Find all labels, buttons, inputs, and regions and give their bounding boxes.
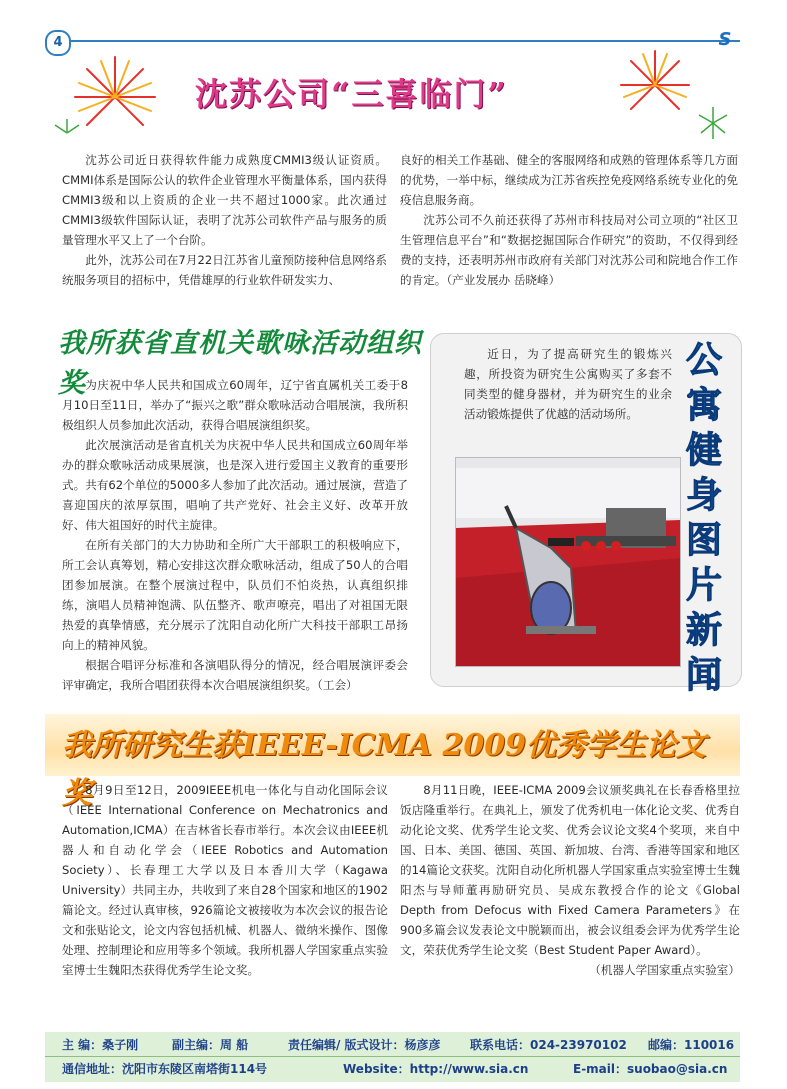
article3-source: （机器人学国家重点实验室）: [589, 963, 740, 977]
gym-photo: [455, 457, 681, 667]
footer-editor: 主 编：桑子刚: [62, 1038, 139, 1052]
sia-logo-icon: S: [718, 29, 732, 50]
footer-phone: 联系电话：024-23970102: [470, 1038, 627, 1052]
footer-deputy-editor: 副主编：周 船: [172, 1038, 249, 1052]
article2-paragraph: 在所有关部门的大力协助和全所广大干部职工的积极响应下，所工会认真筹划，精心安排这次群众歌咏活动，组成了50人的合唱团参加展演。在整个展演过程中，队员们不怕炎热，认真组织排练，演唱人员精神饱满、队伍整齐、歌声嘹亮，唱出了对祖国无限热爱的真挚情感，充分展示了沈阳自动化所广大科技干部职工昂扬向上的精神风貌。: [62, 538, 408, 652]
sidebar-title-char: 公: [685, 339, 722, 381]
footer-design: 责任编辑/ 版式设计：杨彦彦: [288, 1038, 441, 1052]
article1-paragraph: 沈苏公司不久前还获得了苏州市科技局对公司立项的“社区卫生管理信息平台”和“数据挖掘国际合作研究”的资助，不仅得到经费的支持，还表明苏州市政府有关部门对沈苏公司和院地合作工作的肯定。（产业发展办 岳晓峰）: [400, 213, 738, 287]
article2-paragraph: 根据合唱评分标准和各演唱队得分的情况，经合唱展演评委会评审确定，我所合唱团获得本次合唱展演组织奖。（工会）: [62, 658, 408, 692]
page-number: 4: [45, 30, 71, 56]
article3-paragraph: 8月11日晚，IEEE-ICMA 2009会议颁奖典礼在长春香格里拉饭店隆重举行。在典礼上，颁发了优秀机电一体化论文奖、优秀自动化论文奖、优秀学生论文奖、优秀会议论文奖4个奖项，来自中国、日本、美国、德国、英国、新加坡、台湾、香港等国家和地区的14篇论文获奖。沈阳自动化所机器人学国家重点实验室博士生魏阳杰与导师董再励研究员、吴成东教授合作的论文《Global Depth from Defocus with Fixed Camera Parameters》在900多篇会议发表论文中脱颖而出，被会议组委会评为优秀学生论文，荣获优秀学生论文奖（Best Student Paper Award）。: [400, 783, 740, 957]
article1-left-column: [62, 150, 387, 290]
sidebar-title-char: 片: [685, 564, 722, 606]
sidebar-vertical-title: [682, 338, 732, 698]
article3-paragraph: 8月9日至12日，2009IEEE机电一体化与自动化国际会议（IEEE International Conference on Mechatronics and Automation,ICMA）在吉林省长春市举行。本次会议由IEEE机器人和自动化学会（IEEE Robotics and Automation Society）、长春理工大学以及日本香川大学（Kagawa University）共同主办，共收到了来自28个国家和地区的1902篇论文。经过认真审核，926篇论文被接收为本次会议的报告论文和张贴论文，论文内容包括机械、机器人、微纳米操作、图像处理、控制理论和应用等多个领域。我所机器人学国家重点实验室博士生魏阳杰获得优秀学生论文奖。: [62, 783, 388, 977]
fireworks-right-icon: [605, 45, 740, 155]
article1-paragraph: 良好的相关工作基础、健全的客服网络和成熟的管理体系等几方面的优势，一举中标，继续成为江苏省疾控免疫网络系统专业化的免疫信息服务商。: [400, 153, 738, 207]
sidebar-title-char: 新: [685, 609, 722, 651]
article3-left-column: [62, 780, 388, 980]
article1-paragraph: 此外，沈苏公司在7月22日江苏省儿童预防接种信息网络系统服务项目的招标中，凭借雄厚的行业软件研发实力、: [62, 253, 387, 287]
sidebar-title-char: 闻: [685, 654, 722, 696]
article3-right-column: [400, 780, 740, 980]
header-rule: [45, 40, 740, 42]
sidebar-text: 近日，为了提高研究生的锻炼兴趣，所投资为研究生公寓购买了多套不同类型的健身器材，并为研究生的业余活动锻炼提供了优越的活动场所。: [464, 347, 672, 421]
fireworks-left-icon: [45, 45, 195, 145]
sidebar-title-char: 图: [685, 519, 722, 561]
article1-right-column: [400, 150, 738, 290]
article1-paragraph: 沈苏公司近日获得软件能力成熟度CMMI3级认证资质。CMMI体系是国际公认的软件企业管理水平衡量体系，国内获得CMMI3级和以上资质的企业一共不超过1000家。此次通过CMMI3级软件国际认证，表明了沈苏公司软件产品与服务的质量管理水平又上了一个台阶。: [62, 153, 387, 247]
sidebar-title-char: 寓: [685, 384, 722, 426]
article2-paragraph: 此次展演活动是省直机关为庆祝中华人民共和国成立60周年举办的群众歌咏活动成果展演，也是深入进行爱国主义教育的重要形式。共有62个单位的5000多人参加了此次活动。通过展演，营造了喜迎国庆的浓厚氛围，唱响了共产党好、社会主义好、改革开放好、伟大祖国好的时代主旋律。: [62, 438, 408, 532]
article1-title: 沈苏公司“三喜临门”: [195, 75, 508, 113]
footer-address: 通信地址：沈阳市东陵区南塔街114号: [62, 1062, 268, 1076]
footer-postcode: 邮编：110016: [648, 1038, 735, 1052]
article2-title: 我所获省直机关歌咏活动组织奖: [58, 328, 422, 399]
article3-title: 我所研究生获IEEE-ICMA 2009优秀学生论文奖: [62, 728, 706, 811]
gym-equipment-image: [456, 458, 680, 666]
sidebar-title-char: 身: [685, 474, 722, 516]
footer-divider: [45, 1056, 740, 1057]
article2-paragraph: 为庆祝中华人民共和国成立60周年，辽宁省直属机关工委于8月10日至11日，举办了“振兴之歌”群众歌咏活动合唱展演，我所积极组织人员参加此次活动，获得合唱展演组织奖。: [62, 378, 408, 432]
article2-body: [62, 375, 408, 695]
sidebar-title-char: 健: [685, 429, 722, 471]
footer-website-link[interactable]: Website：http://www.sia.cn: [343, 1062, 529, 1076]
footer-email-link[interactable]: E-mail：suobao@sia.cn: [573, 1062, 728, 1076]
